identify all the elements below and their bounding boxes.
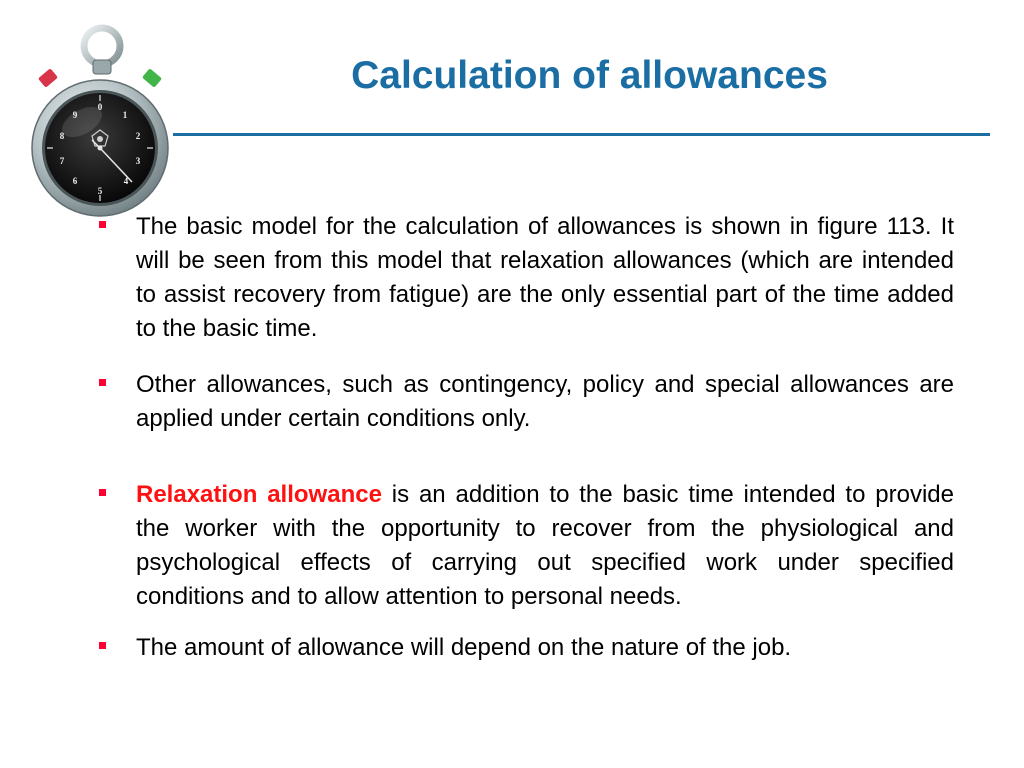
bullet-list <box>97 210 954 665</box>
bullet-marker <box>99 642 106 649</box>
svg-text:9: 9 <box>72 110 78 120</box>
svg-text:2: 2 <box>135 131 141 141</box>
bullet-marker <box>99 221 106 228</box>
svg-text:3: 3 <box>135 156 141 166</box>
svg-text:6: 6 <box>72 176 78 186</box>
bullet-item <box>97 368 954 436</box>
bullet-item <box>97 631 954 665</box>
bullet-marker <box>99 489 106 496</box>
bullet-text: Other allowances, such as contingency, policy and special allowances are applied under certain conditions only. <box>136 371 954 432</box>
bullet-text: is an addition to the basic time intended to provide the worker with the opportunity to recover from the physiological and psychological effects of carrying out specified work under specified conditions and to allow attention to personal needs. <box>136 481 954 610</box>
bullet-marker <box>99 379 106 386</box>
svg-text:7: 7 <box>59 156 65 166</box>
bullet-item <box>97 478 954 614</box>
bullet-text: The amount of allowance will depend on the nature of the job. <box>136 634 792 661</box>
svg-text:5: 5 <box>97 186 103 196</box>
bullet-text: The basic model for the calculation of allowances is shown in figure 113. It will be seen from this model that relaxation allowances (which are intended to assist recovery from fatigue) are the only essential part of the time added to the basic time. <box>136 213 954 342</box>
highlighted-term: Relaxation allowance <box>136 481 382 508</box>
svg-text:8: 8 <box>59 131 65 141</box>
svg-text:4: 4 <box>123 176 129 186</box>
svg-text:1: 1 <box>122 110 128 120</box>
title-divider <box>173 133 990 136</box>
svg-text:0: 0 <box>97 102 103 112</box>
slide-title: Calculation of allowances <box>351 54 828 97</box>
bullet-item <box>97 210 954 346</box>
